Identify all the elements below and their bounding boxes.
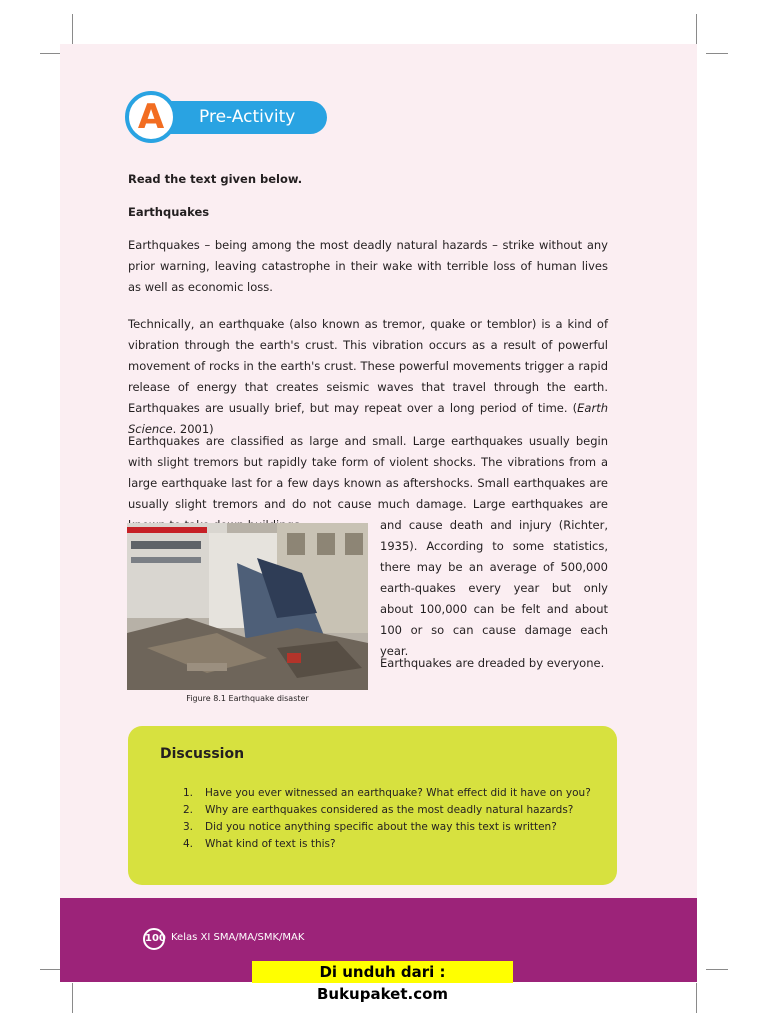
discussion-item-number: 3. [183,821,194,833]
article-title: Earthquakes [128,205,210,219]
discussion-item-number: 4. [183,838,194,850]
paragraph-1: Earthquakes – being among the most deadly natural hazards – strike without any prior warning, leaving catastrophe in their wake with terrible loss of human lives as well as economic loss. [128,238,608,294]
crop-mark [696,14,697,44]
discussion-item [183,785,613,802]
discussion-item-text: Did you notice anything specific about the way this text is written? [205,821,557,833]
crop-mark [40,53,62,54]
instruction-text: Read the text given below. [128,172,303,186]
crop-mark [72,14,73,44]
footer-book-title: Kelas XI SMA/MA/SMK/MAK [171,932,305,943]
figure-caption: Figure 8.1 Earthquake disaster [186,694,309,703]
crop-mark [696,983,697,1013]
discussion-item-number: 1. [183,787,194,799]
paragraph-2 [128,314,608,440]
discussion-item [183,819,613,836]
discussion-item-number: 2. [183,804,194,816]
discussion-item-text: Why are earthquakes considered as the most deadly natural hazards? [205,804,574,816]
section-title: Pre-Activity [165,101,327,134]
paragraph-2-end: . 2001) [172,422,214,436]
discussion-item-text: What kind of text is this? [205,838,336,850]
paragraph-3-side: and cause death and injury (Richter, 1935). According to some statistics, there may be an average of 500,000 earth-quakes every year but only about 100,000 can be felt and about 100 or so can cause damage each year. [380,518,608,658]
discussion-title: Discussion [160,746,245,762]
paragraph-2-source: Earth Science [128,401,608,436]
discussion-item [183,836,613,853]
paragraph-2-text: Technically, an earthquake (also known as tremor, quake or temblor) is a kind of vibration through the earth's crust. This vibration occurs as a result of powerful movement of rocks in the earth's crust. These powerful movements trigger a rapid release of energy that creates seismic waves that travel through the earth. Earthquakes are usually brief, but may repeat over a long period of time. ( [128,317,608,415]
discussion-list [183,785,613,853]
crop-mark [706,969,728,970]
crop-mark [40,969,62,970]
paragraph-3-top: Earthquakes are classified as large and small. Large earthquakes usually begin with slight tremors but rapidly take form of violent shocks. The vibrations from a large earthquake last for a few days known as aftershocks. Small earthquakes are usually slight tremors and do not cause much damage. Large earthquakes are [128,434,608,511]
section-letter-badge: A [125,91,177,143]
download-source-link[interactable]: Di unduh dari : Bukupaket.com [252,961,513,983]
discussion-item-text: Have you ever witnessed an earthquake? What effect did it have on you? [205,787,591,799]
paragraph-4: Earthquakes are dreaded by everyone. [380,656,605,670]
earthquake-disaster-image [127,523,368,690]
page-number: 100 [143,928,165,950]
crop-mark [706,53,728,54]
discussion-item [183,802,613,819]
earthquake-photo [127,523,368,690]
crop-mark [72,983,73,1013]
